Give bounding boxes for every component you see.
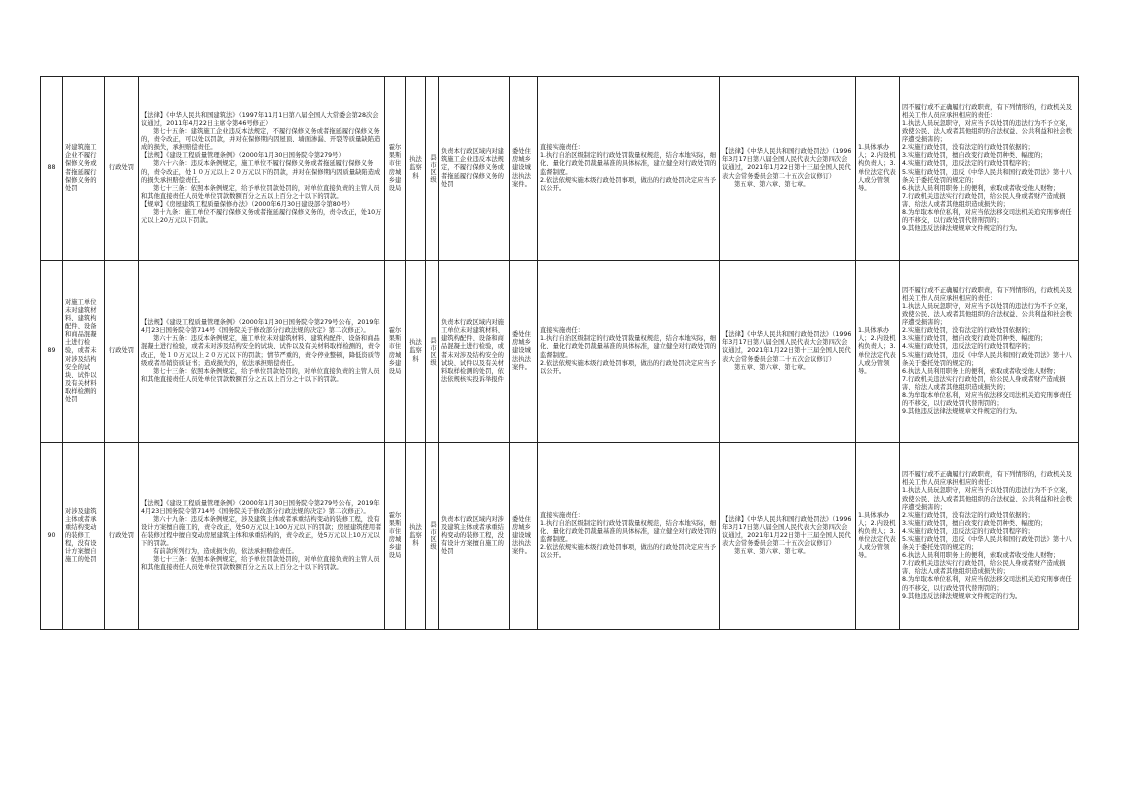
legal-basis-paragraph: 第十九条：施工单位不履行保修义务或者拖延履行保修义务的，责令改正，处10万元以上20万元以下罚款。 <box>141 208 382 225</box>
accountability-paragraph: 【法律】《中华人民共和国行政处罚法》（1996年3月17日第八届全国人民代表大会第四次会议通过，2021年1月22日第十三届全国人民代表大会常务委员会第二十五次会议修订） <box>722 515 852 548</box>
blame-paragraph: 3.实施行政处罚，擅自改变行政处罚种类、幅度的； <box>902 519 1047 527</box>
level-cell <box>426 77 439 261</box>
level: 县市区级 <box>429 336 437 367</box>
blame-paragraph: 7.行政机关违法实行行政处罚，给公民人身或者财产造成损害、给法人或者其他组织造成损失的； <box>902 375 1066 391</box>
legal-basis-cell <box>139 261 385 443</box>
item-name: 对涉及建筑主体或者承重结构变动的装修工程，没有设计方案擅自施工的处罚 <box>65 507 97 564</box>
blame-paragraph: 6.执法人员利用职务上的便利，索取或者收受他人财物； <box>902 184 1060 192</box>
blame-paragraph: 4.实施行政处罚，违反法定的行政处罚程序的； <box>902 527 1034 535</box>
item-type-cell <box>105 261 139 443</box>
row-number-cell <box>41 443 63 630</box>
blame-paragraph: 9.其他违反法律法规规章文件规定的行为。 <box>902 225 1022 233</box>
blame-paragraph: 1.执法人员玩忽职守，对应当予以处罚的违法行为不予立案，致使公民、法人或者其他组织的合法权益、公共利益和社会秩序遭受损害的； <box>902 119 1073 144</box>
department-cell <box>385 443 406 630</box>
blame-paragraph: 7.行政机关违法实行行政处罚，给公民人身或者财产造成损害、给法人或者其他组织造成损失的； <box>902 560 1066 576</box>
item-type-cell <box>105 77 139 261</box>
legal-basis-paragraph: 第六十六条：违反本条例规定，施工单位不履行保修义务或者拖延履行保修义务的，责令改正，处１０万元以上２０万元以下的罚款，并对在保修期内因质量缺陷造成的损失承担赔偿责任。 <box>141 160 381 184</box>
row-number: 90 <box>47 531 56 539</box>
duty-cell <box>538 443 720 630</box>
subject-cell <box>510 443 538 630</box>
subject-cell <box>510 77 538 261</box>
legal-basis-paragraph: 第七十三条：依照本条例规定，给予单位罚款处罚的，对单位直接负责的主管人员和其他直接责任人员处单位罚款数额百分之五以上百分之十以下的罚款。 <box>141 367 380 383</box>
department: 霍尔果斯市住房城乡建设局 <box>388 144 402 192</box>
level: 县市区级 <box>429 521 437 551</box>
responsibility-cell <box>439 77 510 261</box>
table-row <box>41 77 1079 261</box>
duty-paragraph: 1.执行自治区级制定的行政处罚裁量权规范，结合本地实际，细化、量化行政处罚裁量基准的具体标准，建立健全对行政处罚的监督制度。 <box>540 152 717 176</box>
blame-paragraph: 2.实施行政处罚，没有法定的行政处罚依据的； <box>902 327 1034 335</box>
blame-paragraph: 8.为牟取本单位私利，对应当依法移交司法机关追究刑事责任的不移交，以行政处罚代替刑罚的； <box>902 576 1072 592</box>
implementing-unit: 执法监察科 <box>409 523 422 548</box>
accountability-subjects: 1.具体承办人；2.内设机构负责人；3.单位法定代表人或分管领导。 <box>858 327 896 375</box>
table-body <box>41 77 1079 630</box>
item-type: 行政处罚 <box>108 164 135 172</box>
legal-basis-paragraph: 第七十五条：建筑施工企业违反本法规定，不履行保修义务或者拖延履行保修义务的，责令改正，可以处以罚款，并对在保修期内因屋顶、墙面渗漏、开裂等质量缺陷造成的损失，承担赔偿责任。 <box>141 128 381 152</box>
accountability-paragraph: 【法律】《中华人民共和国行政处罚法》（1996年3月17日第八届全国人民代表大会第四次会议通过，2021年1月22日第十三届全国人民代表大会常务委员会第二十五次会议修订） <box>722 331 852 363</box>
legal-basis-paragraph: 第六十九条：违反本条例规定，涉及建筑主体或者承重结构变动的装修工程，没有设计方案擅自施工的，责令改正，处50万元以上100万元以下的罚款；房屋建筑使用者在装修过程中擅自变动房屋建筑主体和承重结构的，责令改正，处5万元以上10万元以下的罚款。 <box>141 515 382 548</box>
duty-paragraph: 1.执行自治区级制定的行政处罚裁量权规范，结合本地实际，细化、量化行政处罚裁量基准的具体标准，建立健全对行政处罚的监督制度。 <box>540 519 717 543</box>
legal-basis-paragraph: 第七十三条：依照本条例规定，给予单位罚款处罚的，对单位直接负责的主管人员和其他直接责任人员处单位罚款数额百分之五以上百分之十以下的罚款。 <box>141 184 380 200</box>
department: 霍尔果斯市住房城乡建设局 <box>388 327 402 375</box>
blame-paragraph: 1.执法人员玩忽职守，对应当予以处罚的违法行为不予立案，致使公民、法人或者其他组织的合法权益、公共利益和社会秩序遭受损害的； <box>902 487 1073 511</box>
legal-basis-paragraph: 【法规】《建设工程质量管理条例》（2000年1月30日国务院令第279号公布，2019年4月23日国务院令第714号《国务院关于修改部分行政法规的决定》第二次修正）。 <box>141 499 380 515</box>
item-name-cell <box>63 443 105 630</box>
subject-text: 委处住房城乡建设城法执法案件。 <box>512 331 531 371</box>
blame-cell <box>900 77 1079 261</box>
duty-paragraph: 直接实施责任： <box>540 327 585 335</box>
level: 县市区级 <box>429 153 437 184</box>
row-number: 88 <box>47 164 56 172</box>
blame-paragraph: 7.行政机关违法实行行政处罚，给公民人身或者财产造成损害、给法人或者其他组织造成损失的； <box>902 192 1066 208</box>
blame-paragraph: 因不履行或不正确履行行政职责，有下列情形的，行政机关及相关工作人员应承担相应的责任： <box>902 103 1073 119</box>
item-type: 行政处罚 <box>108 347 135 355</box>
implementing-unit: 执法监察科 <box>409 339 422 363</box>
blame-paragraph: 5.实施行政处罚，违反《中华人民共和国行政处罚法》第十八条关于委托处罚的规定的； <box>902 351 1072 367</box>
item-name-cell <box>63 261 105 443</box>
table-row <box>41 261 1079 443</box>
blame-cell <box>900 443 1079 630</box>
accountability-paragraph: 第五章、第六章、第七章。 <box>734 548 810 556</box>
accountability-subjects: 1.具体承办人；2.内设机构负责人；3.单位法定代表人或分管领导。 <box>858 511 896 560</box>
responsibility: 负责本行政区域内对涉及建筑主体或者承重结构变动的装修工程，没有设计方案擅自施工的处罚 <box>441 515 504 556</box>
item-name: 对建筑施工企业不履行保修义务或者拖延履行保修义务的处罚 <box>65 144 97 192</box>
accountability-paragraph: 第五章、第六章、第七章。 <box>734 363 810 371</box>
blame-paragraph: 5.实施行政处罚，违反《中华人民共和国行政处罚法》第十八条关于委托处罚的规定的； <box>902 536 1072 552</box>
accountability-subjects-cell <box>856 443 900 630</box>
implementing-unit: 执法监察科 <box>409 156 422 180</box>
legal-basis-paragraph: 【法律】《中华人民共和国建筑法》（1997年11月1日第八届全国人大常委会第28次会议通过，2011年4月22日主席令第46号修正） <box>141 111 379 127</box>
blame-paragraph: 2.实施行政处罚，没有法定的行政处罚依据的； <box>902 144 1034 152</box>
duty-cell <box>538 261 720 443</box>
blame-cell <box>900 261 1079 443</box>
duty-paragraph: 直接实施责任： <box>540 511 585 519</box>
legal-basis-paragraph: 第六十五条：违反本条例规定，施工单位未对建筑材料、建筑构配件、设备和商品混凝土进行检验，或者未对涉及结构安全的试块、试件以及有关材料取样检测的，责令改正，处１０万元以上２０万元以下的罚款；情节严重的，责令停业整顿，降低资质等级或者吊销资质证书；造成损失的，依法承担赔偿责任。 <box>141 335 381 367</box>
blame-paragraph: 9.其他违反法律法规规章文件规定的行为。 <box>902 592 1022 600</box>
blame-paragraph: 9.其他违反法律法规规章文件规定的行为。 <box>902 408 1022 416</box>
blame-paragraph: 8.为牟取本单位私利，对应当依法移交司法机关追究刑事责任的不移交，以行政处罚代替刑罚的； <box>902 391 1072 408</box>
responsibility: 负责本行政区域内对建筑施工企业违反本法规定，不履行保修义务或者拖延履行保修义务的处罚 <box>441 148 504 188</box>
department-cell <box>385 261 406 443</box>
blame-paragraph: 4.实施行政处罚，违反法定的行政处罚程序的； <box>902 343 1034 351</box>
item-type: 行政处罚 <box>108 531 135 539</box>
duty-paragraph: 1.执行自治区级制定的行政处罚裁量权规范，结合本地实际，细化、量化行政处罚裁量基准的具体标准，建立健全对行政处罚的监督制度。 <box>540 335 717 359</box>
blame-paragraph: 8.为牟取本单位私利，对应当依法移交司法机关追究刑事责任的不移交，以行政处罚代替刑罚的； <box>902 208 1072 225</box>
accountability-subjects-cell <box>856 261 900 443</box>
blame-paragraph: 因不履行或不正确履行行政职责，有下列情形的，行政机关及相关工作人员应承担相应的责任： <box>902 286 1073 302</box>
unit-cell <box>406 443 426 630</box>
legal-basis-paragraph: 第七十三条：依照本条例规定，给予单位罚款处罚的，对单位直接负责的主管人员和其他直接责任人员处单位罚款数额百分之五以上百分之十以下的罚款。 <box>141 556 380 572</box>
blame-paragraph: 4.实施行政处罚，违反法定的行政处罚程序的； <box>902 160 1034 168</box>
blame-paragraph: 因不履行或不正确履行行政职责，有下列情形的，行政机关及相关工作人员应承担相应的责任： <box>902 471 1073 487</box>
department-cell <box>385 77 406 261</box>
duty-cell <box>538 77 720 261</box>
item-name-cell <box>63 77 105 261</box>
accountability-basis-cell <box>720 77 856 261</box>
legal-basis-paragraph: 【法规】《建设工程质量管理条例》（2000年1月30日国务院令第279号公布，2019年4月23日国务院令第714号《国务院关于修改部分行政法规的决定》第二次修正）。 <box>141 319 380 335</box>
blame-paragraph: 3.实施行政处罚，擅自改变行政处罚种类、幅度的； <box>902 335 1047 343</box>
accountability-paragraph: 第五章、第六章、第七章。 <box>734 180 810 188</box>
blame-paragraph: 1.执法人员玩忽职守，对应当予以处罚的违法行为不予立案，致使公民、法人或者其他组织的合法权益、公共利益和社会秩序遭受损害的； <box>902 302 1073 327</box>
accountability-basis-cell <box>720 261 856 443</box>
unit-cell <box>406 77 426 261</box>
duty-paragraph: 2.依法依规实施本级行政处罚事项，做出的行政处罚决定应当予以公开。 <box>540 359 717 375</box>
table-row <box>41 443 1079 630</box>
responsibility-cell <box>439 261 510 443</box>
accountability-paragraph: 【法律】《中华人民共和国行政处罚法》（1996年3月17日第八届全国人民代表大会第四次会议通过，2021年1月22日第十三届全国人民代表大会常务委员会第二十五次会议修订） <box>722 148 852 180</box>
row-number-cell <box>41 77 63 261</box>
legal-basis-cell <box>139 443 385 630</box>
legal-basis-paragraph: 【法规】《建设工程质量管理条例》（2000年1月30日国务院令第279号） <box>141 152 345 160</box>
blame-paragraph: 3.实施行政处罚，擅自改变行政处罚种类、幅度的； <box>902 152 1047 160</box>
subject-cell <box>510 261 538 443</box>
row-number-cell <box>41 261 63 443</box>
subject-text: 委处住房城乡建设城法执法案件。 <box>512 515 531 556</box>
blame-paragraph: 6.执法人员利用职务上的便利，索取或者收受他人财物； <box>902 367 1060 375</box>
duty-paragraph: 2.依法依规实施本级行政处罚事项，做出的行政处罚决定应当予以公开。 <box>540 176 717 192</box>
accountability-basis-cell <box>720 443 856 630</box>
level-cell <box>426 261 439 443</box>
subject-text: 委处住房城乡建设城法执法案件。 <box>512 148 531 188</box>
power-list-table <box>40 76 1079 630</box>
item-name: 对施工单位未对建筑材料、建筑构配件、设备和商品混凝土进行检验，或者未对涉及结构安全的试块、试件以及有关材料取样检测的处罚 <box>65 298 97 404</box>
accountability-subjects: 1.具体承办人；2.内设机构负责人；3.单位法定代表人或分管领导。 <box>858 144 896 192</box>
responsibility-cell <box>439 443 510 630</box>
duty-paragraph: 2.依法依规实施本级行政处罚事项，做出的行政处罚决定应当予以公开。 <box>540 544 717 560</box>
accountability-subjects-cell <box>856 77 900 261</box>
item-type-cell <box>105 443 139 630</box>
legal-basis-paragraph: 有前款所列行为，造成损失的，依法承担赔偿责任。 <box>153 548 298 556</box>
department: 霍尔果斯市住房城乡建设局 <box>388 511 402 560</box>
blame-paragraph: 2.实施行政处罚，没有法定的行政处罚依据的； <box>902 511 1034 519</box>
blame-paragraph: 5.实施行政处罚，违反《中华人民共和国行政处罚法》第十八条关于委托处罚的规定的； <box>902 168 1072 184</box>
level-cell <box>426 443 439 630</box>
unit-cell <box>406 261 426 443</box>
blame-paragraph: 6.执法人员利用职务上的便利，索取或者收受他人财物； <box>902 552 1060 560</box>
responsibility: 负责本行政区域内对施工单位未对建筑材料、建筑构配件、设备和商品混凝土进行检验，或者未对涉及结构安全的试块、试件以及有关材料取样检测的处罚，依法依规核实投诉举报件 <box>441 319 504 383</box>
row-number: 89 <box>47 347 56 355</box>
duty-paragraph: 直接实施责任： <box>540 144 585 152</box>
legal-basis-paragraph: 【规章】《房屋建筑工程质量保修办法》（2000年6月30日建设部令第80号） <box>141 200 354 208</box>
legal-basis-cell <box>139 77 385 261</box>
